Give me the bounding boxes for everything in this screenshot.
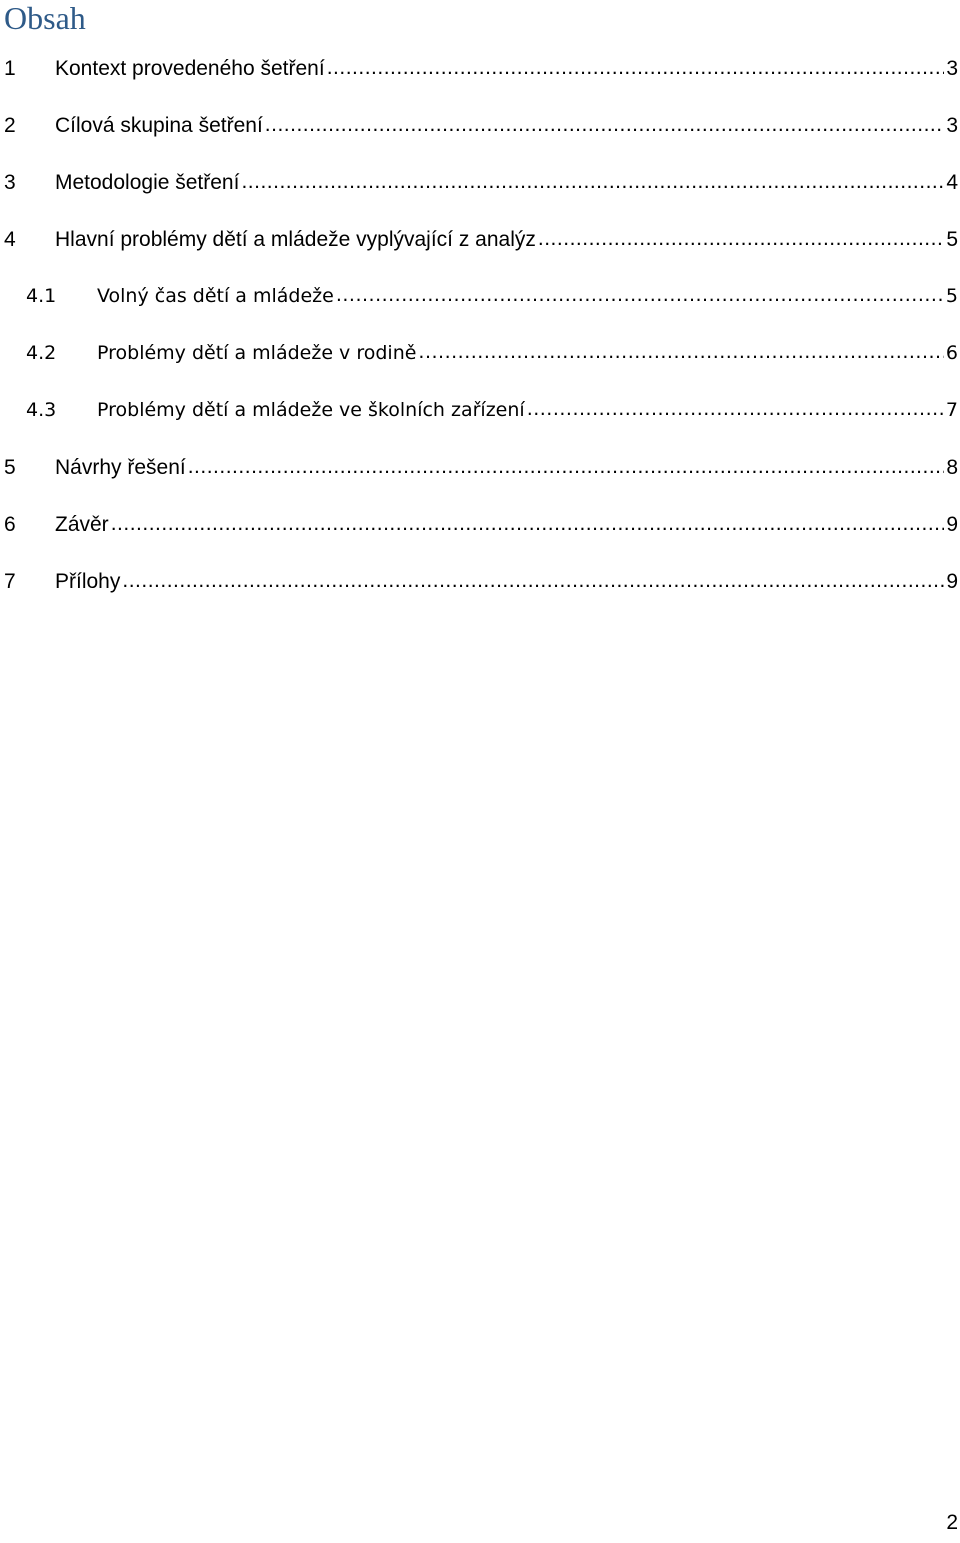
toc-entry-text: Metodologie šetření xyxy=(55,171,240,194)
toc-entry-3[interactable] xyxy=(0,154,960,211)
toc-leader-dots xyxy=(265,96,945,153)
toc-entry-number: 2 xyxy=(4,114,16,137)
toc-entry-text: Problémy dětí a mládeže v rodině xyxy=(97,342,417,364)
toc-entry-text: Cílová skupina šetření xyxy=(55,114,263,137)
toc-leader-dots xyxy=(336,267,944,324)
toc-entry-page: 7 xyxy=(945,399,958,421)
toc-entry-number: 4.1 xyxy=(26,285,57,307)
toc-entry-7[interactable] xyxy=(0,553,960,610)
toc-entry-1[interactable] xyxy=(0,40,960,97)
toc-leader-dots xyxy=(538,210,944,267)
toc-leader-dots xyxy=(327,39,945,96)
toc-entry-2[interactable] xyxy=(0,97,960,154)
toc-leader-dots xyxy=(111,495,945,552)
toc-entry-text: Závěr xyxy=(55,513,109,536)
toc-entry-4-1[interactable] xyxy=(0,268,960,325)
toc-entry-text: Hlavní problémy dětí a mládeže vyplývající z analýz xyxy=(55,228,536,251)
page-number: 2 xyxy=(946,1511,958,1534)
toc-entry-text: Návrhy řešení xyxy=(55,456,186,479)
toc-entry-page: 5 xyxy=(946,228,958,251)
toc-leader-dots xyxy=(188,438,945,495)
toc-entry-number: 6 xyxy=(4,513,16,536)
toc-entry-page: 8 xyxy=(946,456,958,479)
toc-entry-number: 1 xyxy=(4,57,16,80)
toc-entry-6[interactable] xyxy=(0,496,960,553)
toc-leader-dots xyxy=(122,552,944,609)
toc-title: Obsah xyxy=(4,0,86,36)
toc-entry-page: 4 xyxy=(946,171,958,194)
toc-entry-number: 5 xyxy=(4,456,16,479)
toc-entry-number: 4.2 xyxy=(26,342,57,364)
toc-entry-4[interactable] xyxy=(0,211,960,268)
toc-entry-page: 6 xyxy=(945,342,958,364)
toc-entry-page: 3 xyxy=(946,114,958,137)
toc-leader-dots xyxy=(241,153,944,210)
toc-entry-text: Volný čas dětí a mládeže xyxy=(97,285,334,307)
toc-entry-number: 4 xyxy=(4,228,16,251)
toc-entry-text: Problémy dětí a mládeže ve školních zařízení xyxy=(97,399,525,421)
toc-entry-text: Kontext provedeného šetření xyxy=(55,57,325,80)
toc-entry-text: Přílohy xyxy=(55,570,121,593)
toc-list xyxy=(0,40,960,610)
toc-entry-number: 3 xyxy=(4,171,16,194)
toc-entry-page: 9 xyxy=(946,570,958,593)
toc-entry-page: 5 xyxy=(945,285,958,307)
toc-entry-number: 4.3 xyxy=(26,399,57,421)
toc-entry-number: 7 xyxy=(4,570,16,593)
toc-leader-dots xyxy=(527,381,944,438)
toc-leader-dots xyxy=(418,324,943,381)
toc-entry-5[interactable] xyxy=(0,439,960,496)
toc-entry-4-3[interactable] xyxy=(0,382,960,439)
toc-entry-4-2[interactable] xyxy=(0,325,960,382)
toc-entry-page: 3 xyxy=(946,57,958,80)
toc-entry-page: 9 xyxy=(946,513,958,536)
